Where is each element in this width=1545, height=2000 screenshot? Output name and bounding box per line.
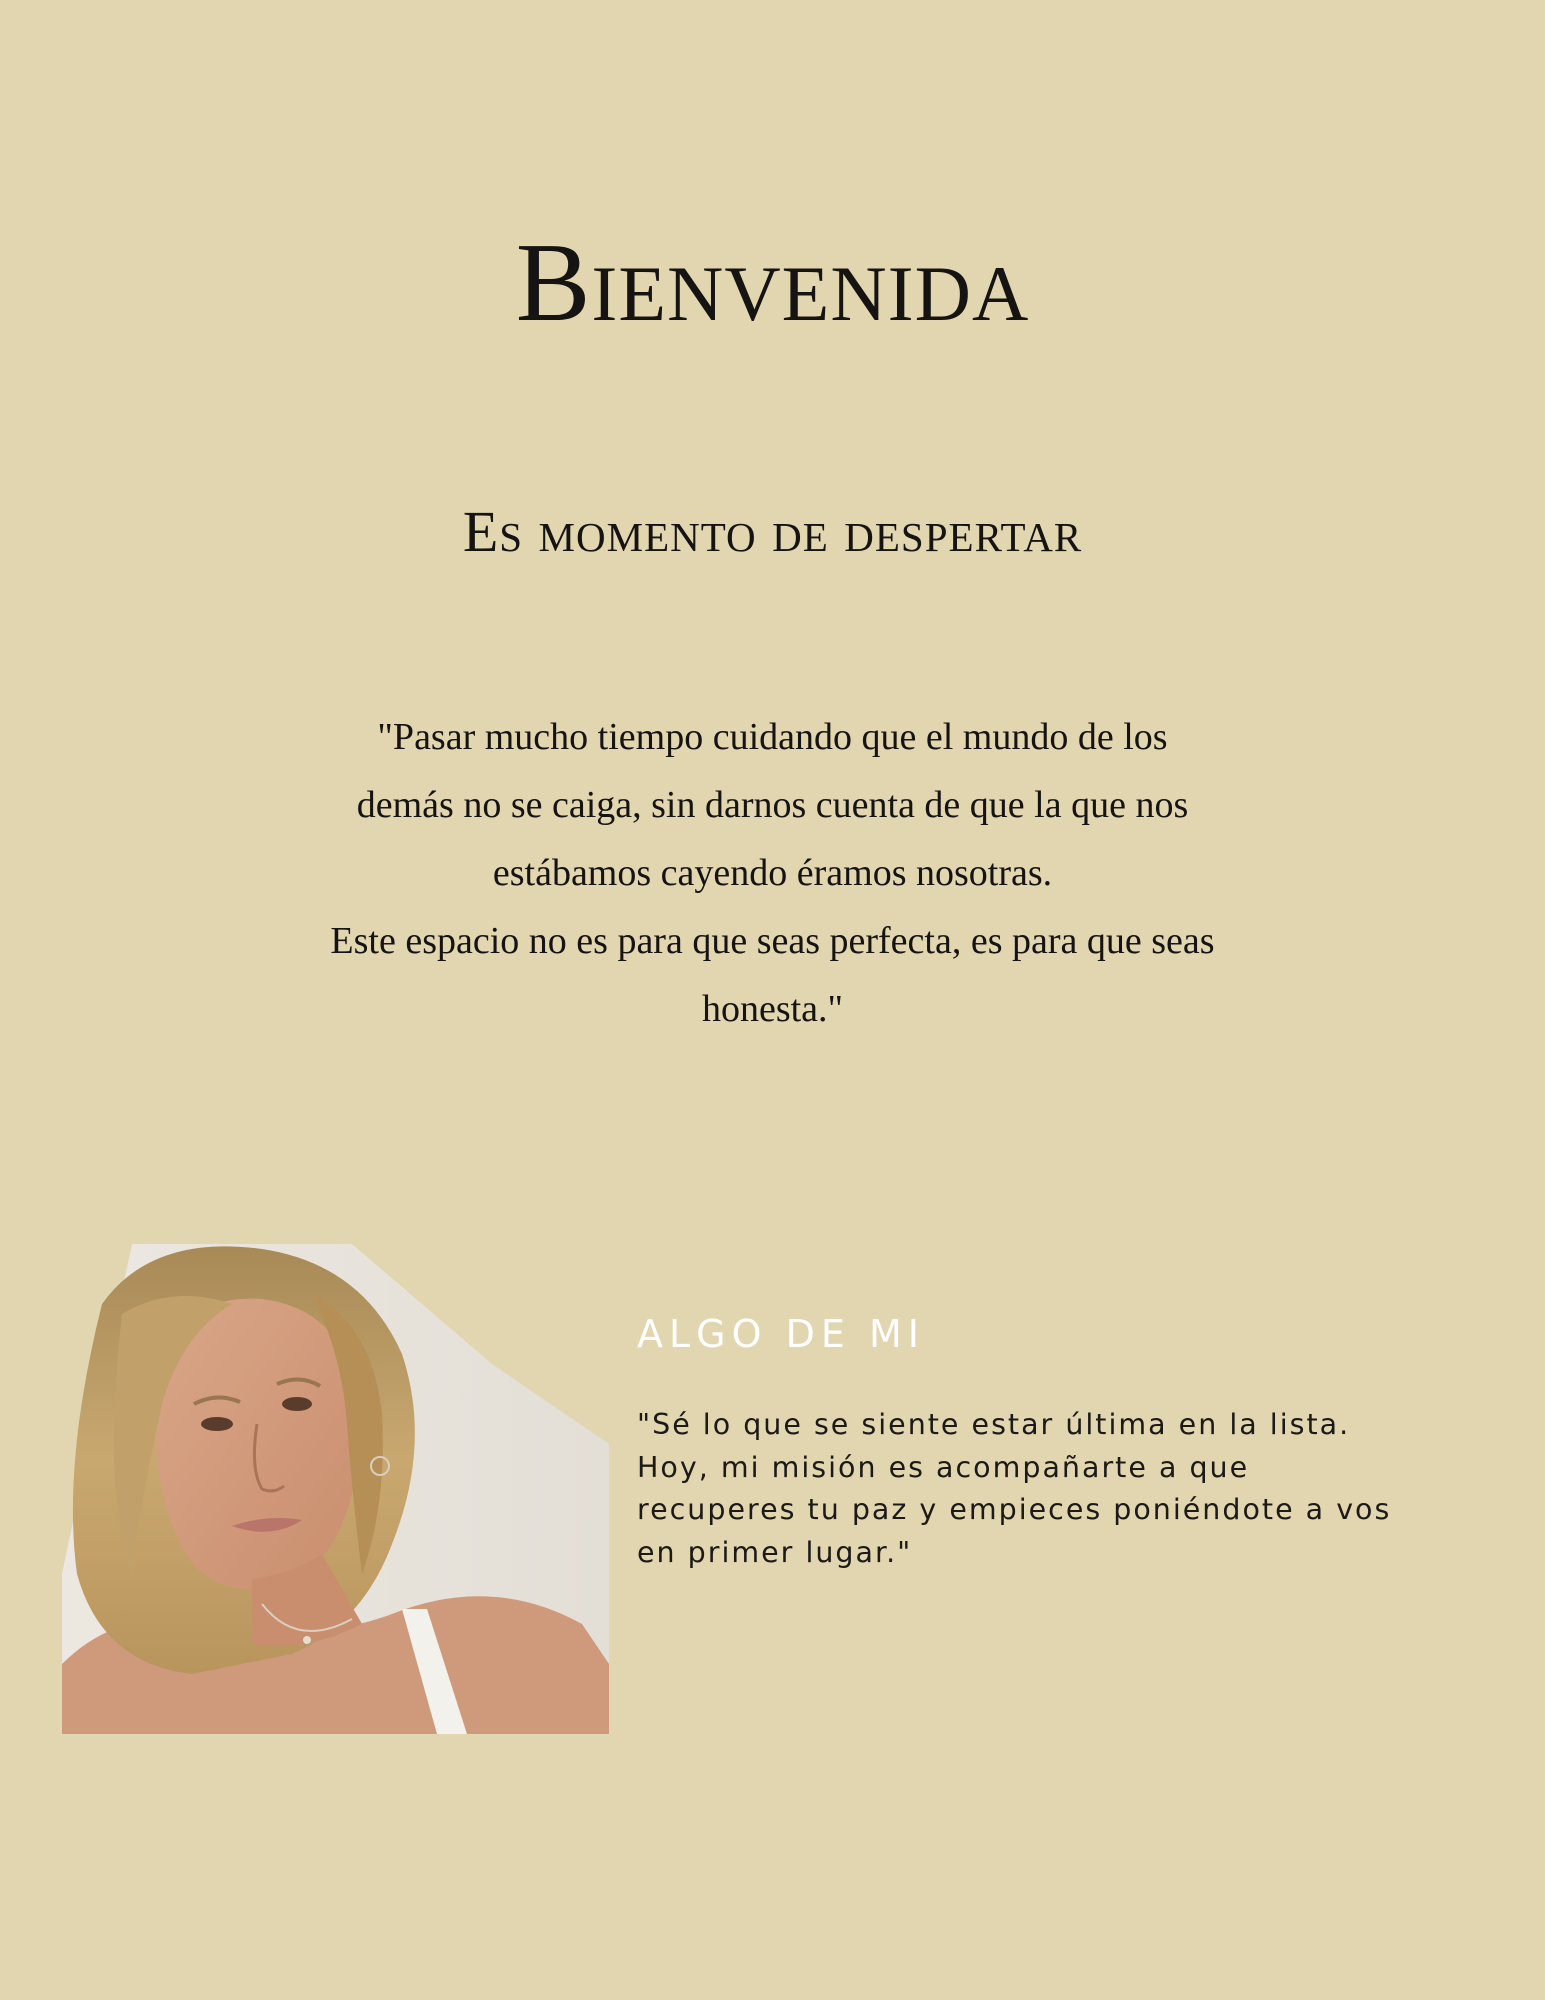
about-heading: ALGO DE MI (637, 1312, 925, 1356)
page-subtitle: Es momento de despertar (462, 499, 1083, 564)
quote-line: estábamos cayendo éramos nosotras. (492, 852, 1053, 894)
about-line: "Sé lo que se siente estar última en la lista. (637, 1408, 1351, 1441)
portrait-illustration (62, 1244, 609, 1734)
about-line: Hoy, mi misión es acompañarte a que (637, 1450, 1250, 1484)
quote-line: demás no se caiga, sin darnos cuenta de que la que nos (356, 784, 1189, 826)
quote-line: "Pasar mucho tiempo cuidando que el mundo de los (377, 716, 1168, 758)
about-text (637, 1404, 1477, 1574)
page-title: Bienvenida (515, 221, 1030, 345)
quote-line: honesta." (701, 988, 844, 1030)
author-portrait-photo (62, 1244, 609, 1734)
quote-line: Este espacio no es para que seas perfecta, es para que seas (330, 920, 1215, 962)
about-line: recuperes tu paz y empieces poniéndote a vos (637, 1493, 1392, 1526)
about-line: en primer lugar." (637, 1535, 913, 1569)
welcome-quote (280, 703, 1265, 1043)
